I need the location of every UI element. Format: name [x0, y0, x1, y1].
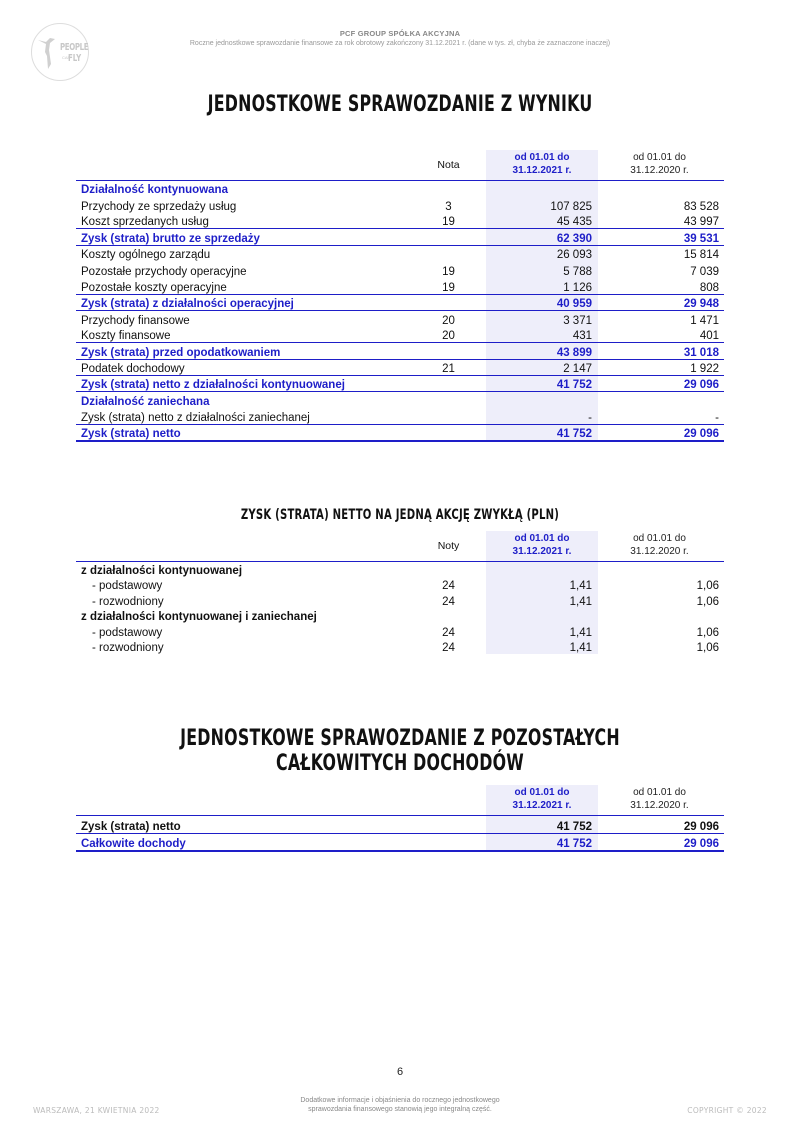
row-label: Zysk (strata) netto z działalności zaniechanej	[81, 411, 310, 424]
row-previous-value: -	[715, 411, 719, 424]
row-previous-value: 31 018	[598, 343, 724, 359]
previous-period-header: od 01.01 do 31.12.2020 r.	[598, 531, 724, 561]
table-header-row	[76, 531, 724, 561]
row-label: Zysk (strata) netto	[76, 424, 411, 440]
row-previous-value: 1,06	[696, 580, 719, 592]
row-note	[411, 561, 486, 577]
table-row	[76, 245, 724, 261]
row-current-value: 1,41	[486, 639, 598, 655]
logo-text-fly: FLY	[68, 53, 82, 64]
row-note	[411, 343, 486, 359]
row-note	[411, 180, 486, 196]
row-current-value: 41 752	[486, 833, 598, 851]
eps-table	[76, 531, 724, 654]
table-row	[76, 577, 724, 593]
row-current-value: 1,41	[486, 592, 598, 608]
row-note: 24	[442, 642, 455, 654]
logo-text-can: CAN	[62, 55, 71, 60]
row-label: - podstawowy	[92, 626, 163, 639]
table-row	[76, 343, 724, 359]
table-header-row	[76, 785, 724, 815]
row-note	[411, 815, 486, 833]
row-current-value: 62 390	[486, 229, 598, 245]
page-number: 6	[396, 1066, 404, 1078]
row-previous-value: 29 948	[598, 294, 724, 310]
row-label: z działalności kontynuowanej	[81, 564, 243, 577]
row-previous-value: 29 096	[598, 424, 724, 440]
table-row	[76, 392, 724, 408]
note-header: Noty	[411, 531, 486, 561]
table-row	[76, 213, 724, 229]
row-current-value: 5 788	[486, 261, 598, 277]
table-row	[76, 327, 724, 343]
row-previous-value	[598, 561, 724, 577]
previous-period-header: od 01.01 do 31.12.2020 r.	[598, 150, 724, 180]
row-current-value: 1,41	[486, 623, 598, 639]
comprehensive-income-title: JEDNOSTKOWE SPRAWOZDANIE Z POZOSTAŁYCH CAŁKOWITYCH DOCHODÓW	[180, 726, 620, 776]
row-note: 19	[442, 265, 455, 278]
row-previous-value: 39 531	[598, 229, 724, 245]
eps-title: ZYSK (STRATA) NETTO NA JEDNĄ AKCJĘ ZWYKŁĄ (PLN)	[240, 507, 560, 523]
row-previous-value: 29 096	[598, 833, 724, 851]
footer-note	[250, 1096, 550, 1114]
row-current-value: 3 371	[486, 310, 598, 326]
footer-place-date: WARSZAWA, 21 KWIETNIA 2022	[33, 1106, 160, 1115]
row-note: 24	[442, 580, 455, 592]
row-note	[411, 245, 486, 261]
previous-period-header: od 01.01 do 31.12.2020 r.	[598, 785, 724, 815]
row-label: Zysk (strata) przed opodatkowaniem	[76, 343, 411, 359]
row-note: 19	[442, 216, 455, 229]
row-previous-value: 29 096	[598, 376, 724, 392]
row-label: Koszt sprzedanych usług	[81, 216, 209, 229]
row-label: Działalność zaniechana	[81, 396, 210, 409]
table-row	[76, 592, 724, 608]
row-current-value: 41 752	[486, 424, 598, 440]
row-previous-value: 83 528	[683, 200, 719, 213]
table-row	[76, 424, 724, 440]
row-previous-value	[598, 392, 724, 408]
row-previous-value: 1,06	[696, 642, 719, 654]
current-period-header: od 01.01 do 31.12.2021 r.	[486, 150, 598, 180]
row-label: Zysk (strata) z działalności operacyjnej	[76, 294, 411, 310]
current-period-header: od 01.01 do 31.12.2021 r.	[486, 531, 598, 561]
table-row	[76, 196, 724, 212]
row-note: 24	[442, 626, 455, 639]
table-row	[76, 229, 724, 245]
row-label: Pozostałe koszty operacyjne	[81, 281, 227, 294]
row-note: 3	[445, 200, 452, 213]
table-row	[76, 639, 724, 655]
row-note	[411, 833, 486, 851]
row-label: z działalności kontynuowanej i zaniechanej	[81, 611, 317, 623]
note-header	[411, 785, 486, 815]
row-label: - podstawowy	[92, 580, 163, 592]
row-current-value: 1,41	[486, 577, 598, 593]
row-current-value: 1 126	[486, 278, 598, 294]
income-statement-title: JEDNOSTKOWE SPRAWOZDANIE Z WYNIKU	[207, 92, 593, 117]
current-period-header: od 01.01 do 31.12.2021 r.	[486, 785, 598, 815]
row-current-value: 45 435	[486, 213, 598, 229]
row-current-value: 40 959	[486, 294, 598, 310]
row-label: - rozwodniony	[92, 595, 164, 608]
table-row	[76, 294, 724, 310]
row-current-value	[486, 608, 598, 624]
footer-note-line2: sprawozdania finansowego stanowią jego integralną część.	[308, 1106, 492, 1113]
row-label: Przychody ze sprzedaży usług	[81, 200, 237, 213]
row-note: 20	[442, 330, 455, 343]
report-subtitle: Roczne jednostkowe sprawozdanie finansowe za rok obrotowy zakończony 31.12.2021 r. (dane w tys. zł, chyba że zaznaczone inaczej)	[189, 40, 611, 47]
row-label: Przychody finansowe	[81, 314, 190, 327]
row-current-value	[486, 561, 598, 577]
table-row	[76, 833, 724, 851]
row-label: Całkowite dochody	[76, 833, 411, 851]
row-previous-value: 401	[699, 330, 719, 343]
row-note	[411, 608, 486, 624]
row-current-value: 26 093	[486, 245, 598, 261]
row-note	[411, 229, 486, 245]
row-note: 21	[442, 363, 455, 376]
row-label: Działalność kontynuowana	[81, 184, 228, 197]
page-header	[0, 29, 800, 47]
table-row	[76, 608, 724, 624]
row-previous-value: 15 814	[683, 249, 719, 262]
row-label: Zysk (strata) brutto ze sprzedaży	[76, 229, 411, 245]
row-current-value	[486, 392, 598, 408]
comprehensive-income-table	[76, 785, 724, 852]
table-row	[76, 561, 724, 577]
row-current-value: 41 752	[486, 815, 598, 833]
row-current-value: 431	[486, 327, 598, 343]
row-previous-value	[598, 608, 724, 624]
label-header	[76, 531, 411, 561]
row-note	[411, 376, 486, 392]
row-label: Koszty ogólnego zarządu	[81, 249, 211, 262]
row-label: Pozostałe przychody operacyjne	[81, 265, 247, 278]
row-previous-value: 1 922	[690, 363, 719, 376]
table-row	[76, 408, 724, 424]
row-label: Koszty finansowe	[81, 330, 171, 343]
footer-copyright: COPYRIGHT © 2022	[687, 1106, 767, 1115]
income-statement-table	[76, 150, 724, 442]
row-previous-value: 43 997	[683, 216, 719, 229]
table-row	[76, 623, 724, 639]
table-row	[76, 815, 724, 833]
table-header-row	[76, 150, 724, 180]
company-name: PCF GROUP SPÓŁKA AKCYJNA	[339, 29, 461, 38]
row-current-value: 107 825	[486, 196, 598, 212]
table-row	[76, 180, 724, 196]
row-current-value: 41 752	[486, 376, 598, 392]
label-header	[76, 150, 411, 180]
row-current-value: -	[486, 408, 598, 424]
row-previous-value: 7 039	[690, 265, 719, 278]
footer-note-line1: Dodatkowe informacje i objaśnienia do rocznego jednostkowego	[300, 1097, 500, 1104]
row-previous-value: 808	[699, 281, 719, 294]
row-previous-value: 1 471	[690, 314, 719, 327]
table-row	[76, 261, 724, 277]
row-note	[411, 408, 486, 424]
row-previous-value: 1,06	[696, 626, 719, 639]
table-row	[76, 359, 724, 375]
row-current-value: 43 899	[486, 343, 598, 359]
row-note	[411, 392, 486, 408]
row-note	[411, 294, 486, 310]
table-row	[76, 278, 724, 294]
row-label: - rozwodniony	[92, 642, 164, 654]
row-note	[411, 424, 486, 440]
row-previous-value: 29 096	[598, 815, 724, 833]
row-label: Zysk (strata) netto	[76, 815, 411, 833]
table-row	[76, 376, 724, 392]
table-row	[76, 310, 724, 326]
row-current-value	[486, 180, 598, 196]
row-previous-value: 1,06	[696, 595, 719, 608]
label-header	[76, 785, 411, 815]
logo-text-people: PEOPLE	[60, 42, 89, 53]
row-previous-value	[598, 180, 724, 196]
row-note: 24	[442, 595, 455, 608]
row-note: 19	[442, 281, 455, 294]
row-label: Zysk (strata) netto z działalności kontynuowanej	[76, 376, 411, 392]
note-header: Nota	[411, 150, 486, 180]
row-current-value: 2 147	[486, 359, 598, 375]
row-note: 20	[442, 314, 455, 327]
row-label: Podatek dochodowy	[81, 363, 185, 376]
